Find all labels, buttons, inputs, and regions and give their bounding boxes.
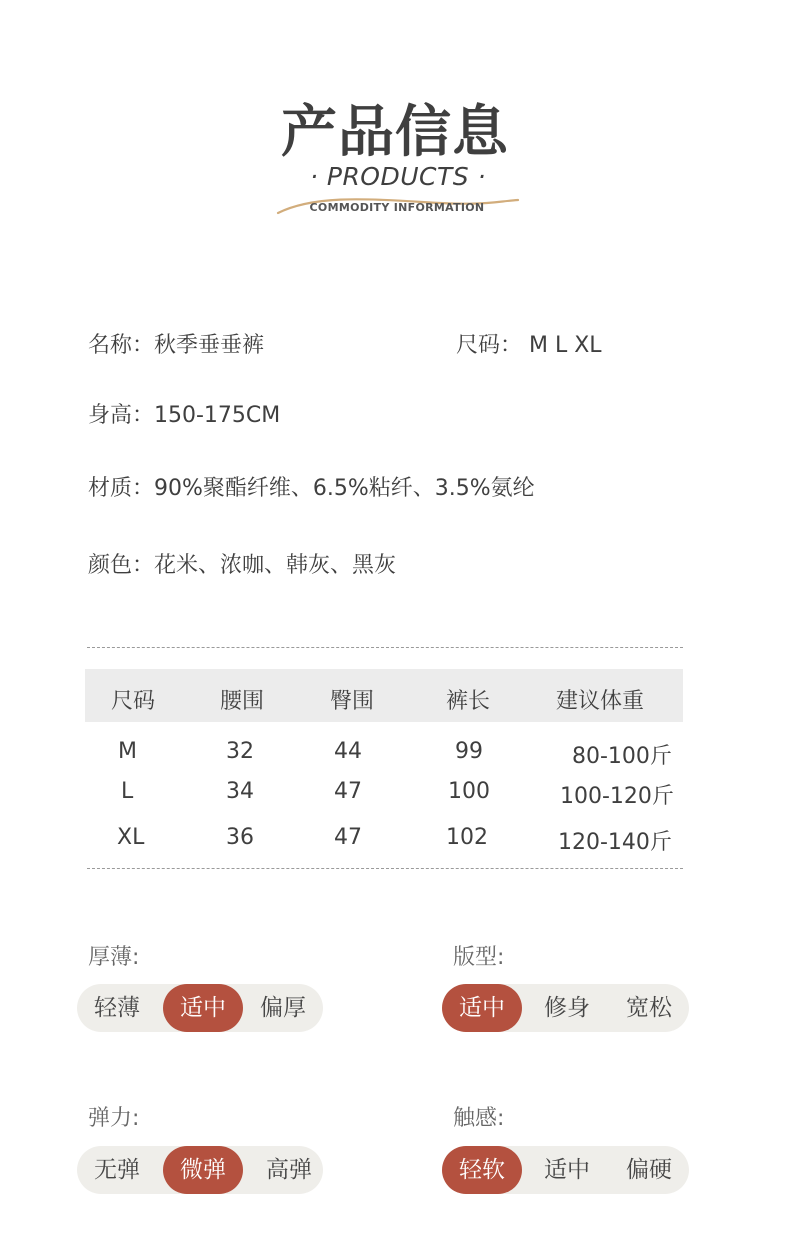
table-cell-length: 99 [455, 739, 483, 764]
table-cell-size: M [118, 739, 137, 764]
table-cell-hip: 47 [334, 825, 362, 850]
table-bottom-divider [87, 868, 683, 869]
products-subtitle: · PRODUCTS · [309, 162, 487, 191]
commodity-information-label: COMMODITY INFORMATION [309, 201, 485, 214]
table-cell-waist: 32 [226, 739, 254, 764]
table-cell-weight: 100-120斤 [560, 784, 674, 809]
table-header-size: 尺码 [111, 689, 156, 714]
table-cell-hip: 47 [334, 779, 362, 804]
touch-label: 触感: [453, 1106, 505, 1131]
fit-option-regular[interactable]: 适中 [442, 984, 522, 1032]
table-header-length: 裤长 [446, 689, 491, 714]
thickness-label: 厚薄: [88, 945, 140, 970]
elasticity-option-slight[interactable]: 微弹 [163, 1146, 243, 1194]
table-cell-waist: 36 [226, 825, 254, 850]
touch-option-soft[interactable]: 轻软 [442, 1146, 522, 1194]
table-top-divider [87, 647, 683, 648]
table-header-weight: 建议体重 [556, 689, 645, 714]
elasticity-label: 弹力: [88, 1106, 140, 1131]
table-cell-size: L [121, 779, 134, 804]
thickness-option-thin[interactable]: 轻薄 [94, 995, 140, 1021]
thickness-option-thick[interactable]: 偏厚 [260, 995, 306, 1021]
elasticity-option-none[interactable]: 无弹 [94, 1157, 140, 1183]
fit-label: 版型: [453, 945, 505, 970]
table-cell-weight: 80-100斤 [572, 744, 672, 769]
table-header-hip: 臀围 [330, 689, 375, 714]
table-cell-hip: 44 [334, 739, 362, 764]
table-cell-size: XL [117, 825, 145, 850]
elasticity-option-high[interactable]: 高弹 [266, 1157, 312, 1183]
table-cell-length: 100 [448, 779, 490, 804]
table-cell-waist: 34 [226, 779, 254, 804]
touch-option-medium[interactable]: 适中 [544, 1157, 590, 1183]
product-height: 身高：150-175CM [88, 403, 281, 428]
page-title: 产品信息 [281, 100, 509, 165]
table-cell-length: 102 [446, 825, 488, 850]
product-colors: 颜色：花米、浓咖、韩灰、黑灰 [88, 553, 397, 578]
product-material: 材质：90%聚酯纤维、6.5%粘纤、3.5%氨纶 [88, 476, 535, 501]
thickness-option-medium[interactable]: 适中 [163, 984, 243, 1032]
fit-option-loose[interactable]: 宽松 [626, 995, 672, 1021]
table-header-waist: 腰围 [220, 689, 265, 714]
touch-option-firm[interactable]: 偏硬 [626, 1157, 672, 1183]
table-cell-weight: 120-140斤 [558, 830, 672, 855]
fit-option-slim[interactable]: 修身 [544, 995, 590, 1021]
product-name: 名称：秋季垂垂裤 [88, 333, 265, 358]
product-sizes: 尺码： M L XL [456, 333, 602, 358]
